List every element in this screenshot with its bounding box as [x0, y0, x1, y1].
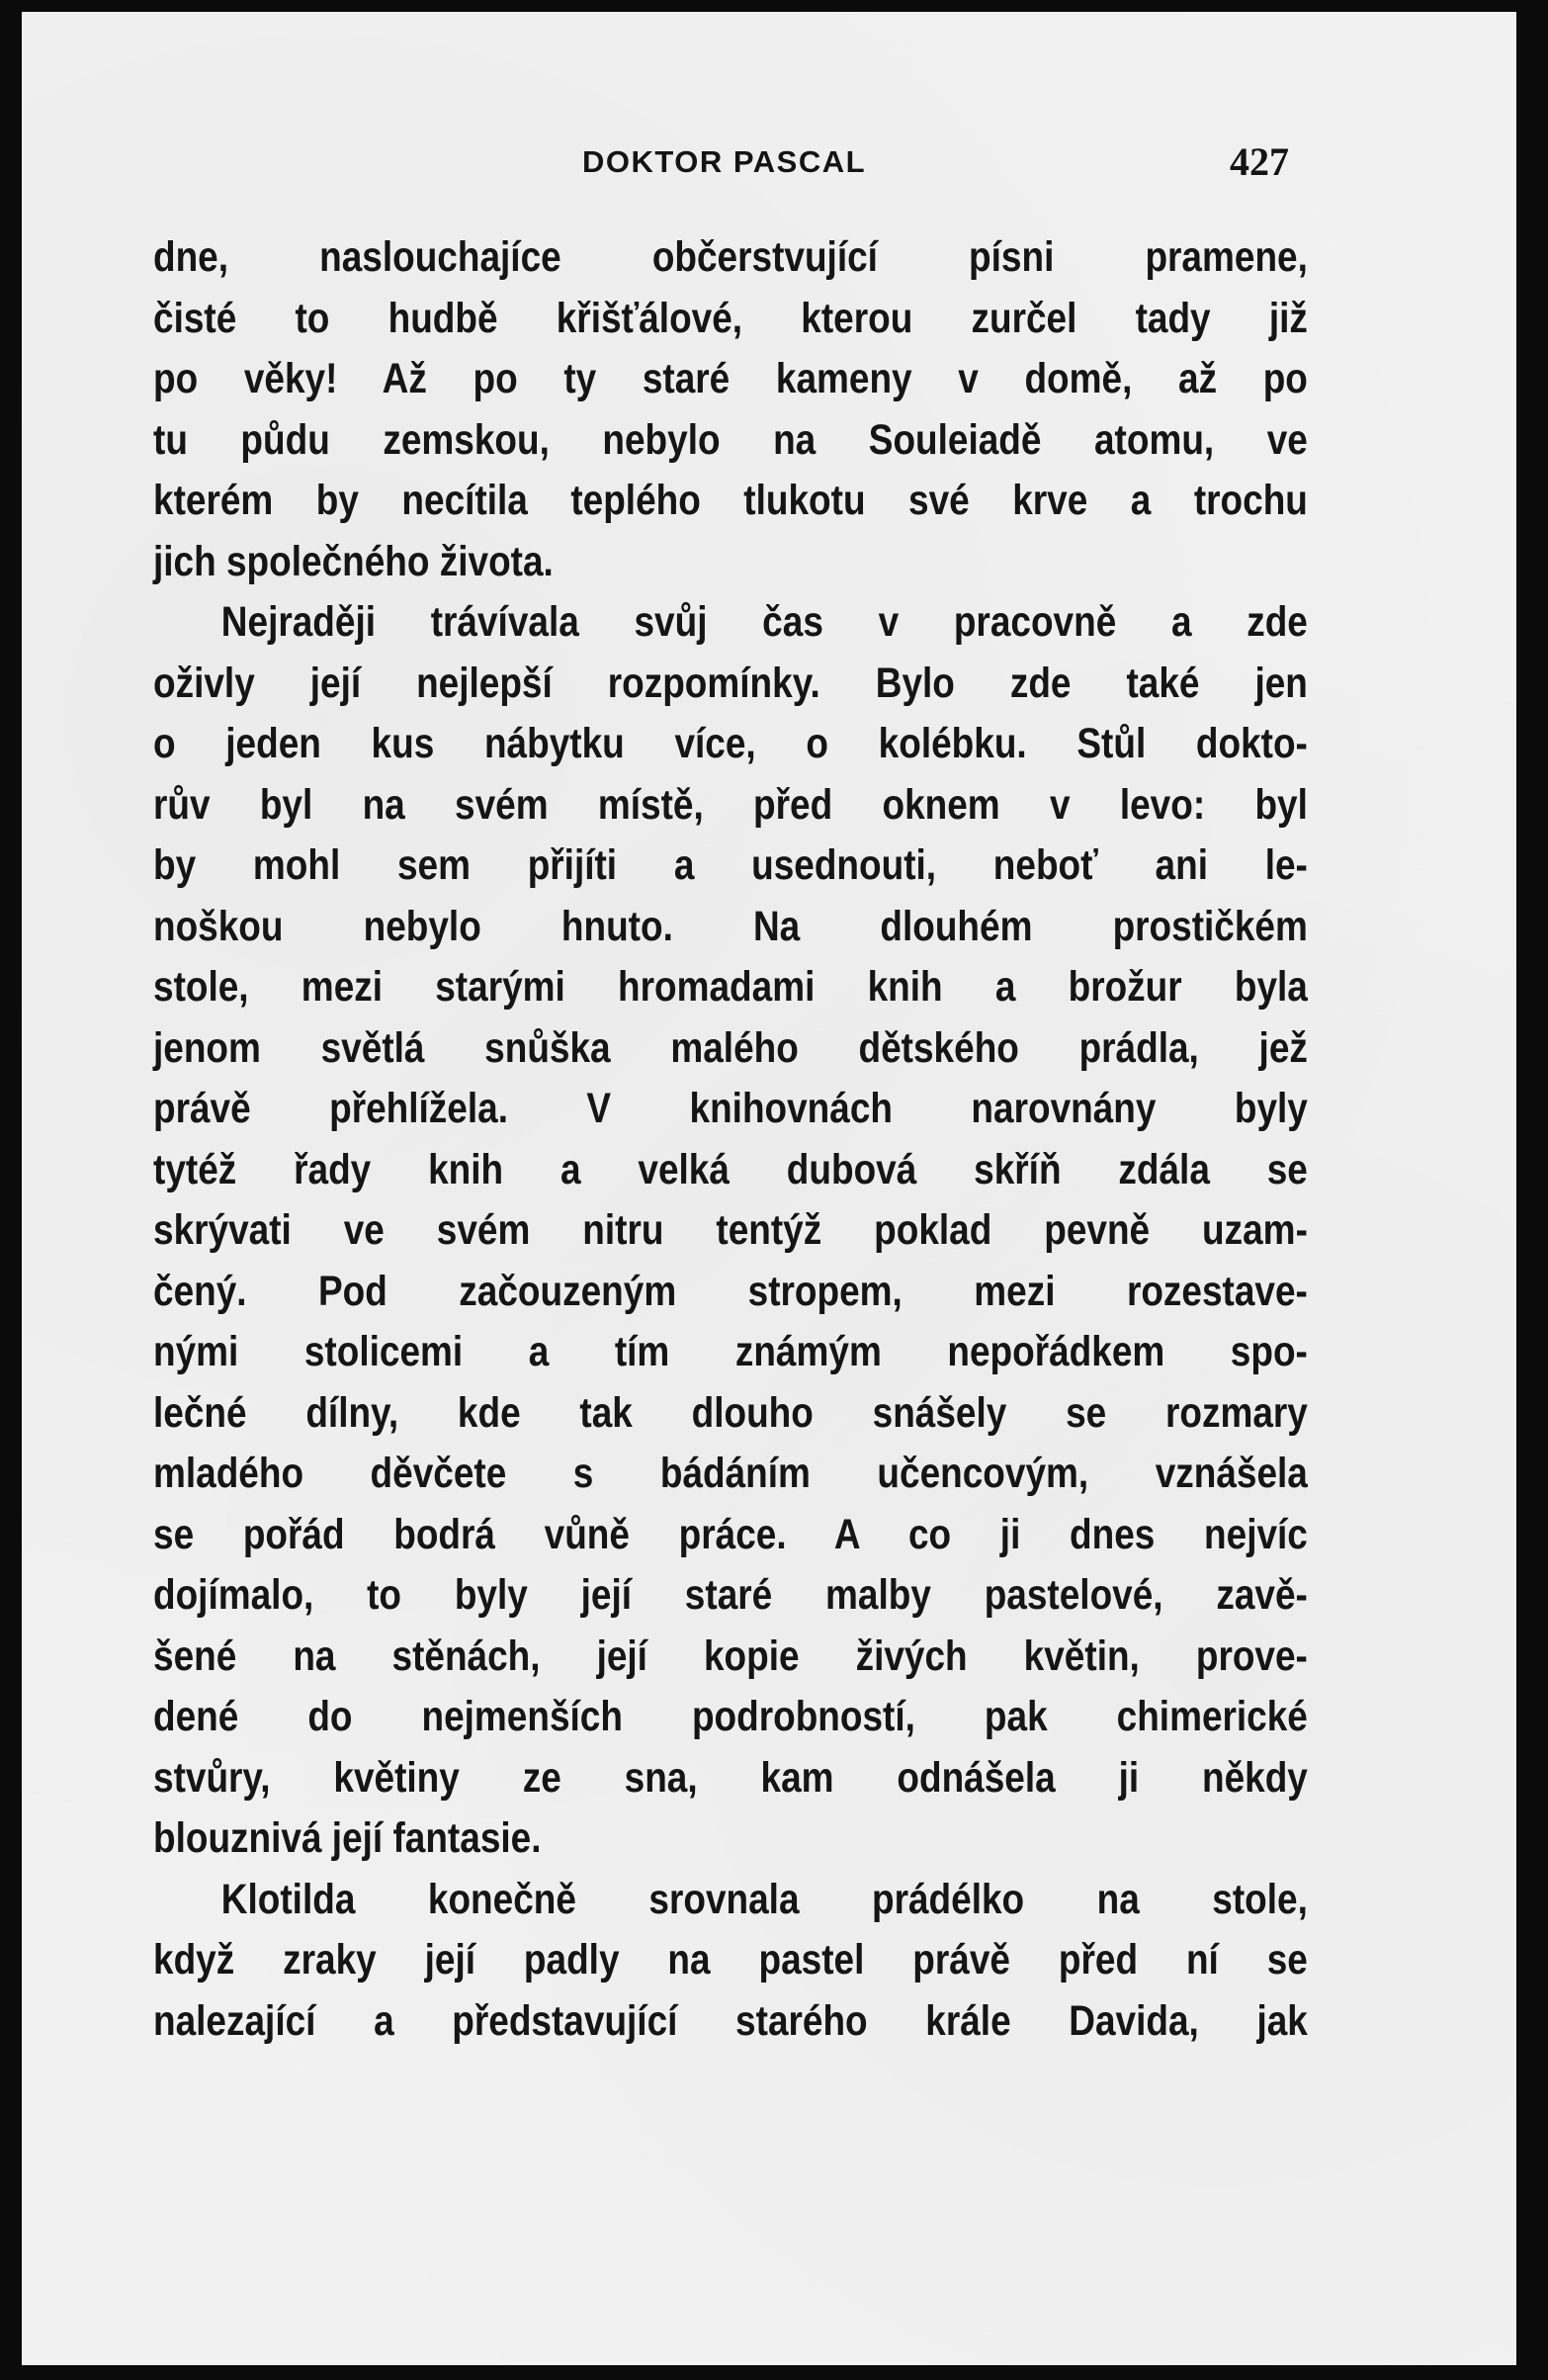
- text-line: Klotilda konečně srovnala prádélko na stole,: [220, 1875, 1308, 1923]
- text-line: nalezající a představující starého krále Davida, jak: [153, 1996, 1308, 2045]
- text-line: by mohl sem přijíti a usednouti, neboť ani le-: [153, 841, 1308, 889]
- body-text: [153, 227, 1308, 2052]
- page-number: 427: [1230, 139, 1289, 184]
- text-line: rův byl na svém místě, před oknem v levo: byl: [153, 780, 1308, 829]
- text-line: noškou nebylo hnuto. Na dlouhém prostičkém: [153, 902, 1308, 950]
- text-line: po věky! Až po ty staré kameny v domě, až po: [153, 355, 1308, 402]
- text-line: mladého děvčete s bádáním učencovým, vznášela: [153, 1450, 1308, 1497]
- book-page: [22, 12, 1516, 2365]
- text-line: o jeden kus nábytku více, o kolébku. Stůl dokto-: [153, 720, 1308, 767]
- text-line: lečné dílny, kde tak dlouho snášely se rozmary: [153, 1388, 1308, 1437]
- text-line: oživly její nejlepší rozpomínky. Bylo zde také jen: [153, 659, 1308, 707]
- running-title: DOKTOR PASCAL: [582, 144, 867, 179]
- text-line: čisté to hudbě křišťálové, kterou zurčel tady již: [153, 294, 1308, 342]
- text-line: dojímalo, to byly její staré malby pastelové, zavě-: [153, 1571, 1308, 1619]
- text-line: právě přehlížela. V knihovnách narovnány byly: [153, 1085, 1308, 1132]
- text-line: jenom světlá snůška malého dětského prádla, jež: [153, 1023, 1308, 1072]
- page-header: [22, 138, 1516, 198]
- text-line: Nejraději trávívala svůj čas v pracovně a zde: [220, 598, 1308, 646]
- text-line: jich společného života.: [153, 537, 554, 585]
- text-line: se pořád bodrá vůně práce. A co ji dnes nejvíc: [153, 1510, 1308, 1558]
- text-line: stole, mezi starými hromadami knih a brožur byla: [153, 963, 1308, 1011]
- text-line: šené na stěnách, její kopie živých květin, prove-: [153, 1631, 1308, 1680]
- text-line: když zraky její padly na pastel právě před ní se: [153, 1936, 1308, 1983]
- text-line: blouznivá její fantasie.: [153, 1814, 542, 1862]
- text-line: skrývati ve svém nitru tentýž poklad pevně uzam-: [153, 1206, 1308, 1254]
- text-line: dené do nejmenších podrobností, pak chimerické: [153, 1693, 1308, 1740]
- text-line: tytéž řady knih a velká dubová skříň zdála se: [153, 1145, 1308, 1193]
- text-line: tu půdu zemskou, nebylo na Souleiadě atomu, ve: [153, 415, 1308, 464]
- text-line: nými stolicemi a tím známým nepořádkem spo-: [153, 1328, 1308, 1375]
- text-line: dne, naslouchajíce občerstvující písni pramene,: [153, 233, 1308, 281]
- text-line: kterém by necítila teplého tlukotu své krve a trochu: [153, 477, 1308, 524]
- text-line: stvůry, květiny ze sna, kam odnášela ji někdy: [153, 1753, 1308, 1802]
- text-line: čený. Pod začouzeným stropem, mezi rozestave-: [153, 1267, 1308, 1315]
